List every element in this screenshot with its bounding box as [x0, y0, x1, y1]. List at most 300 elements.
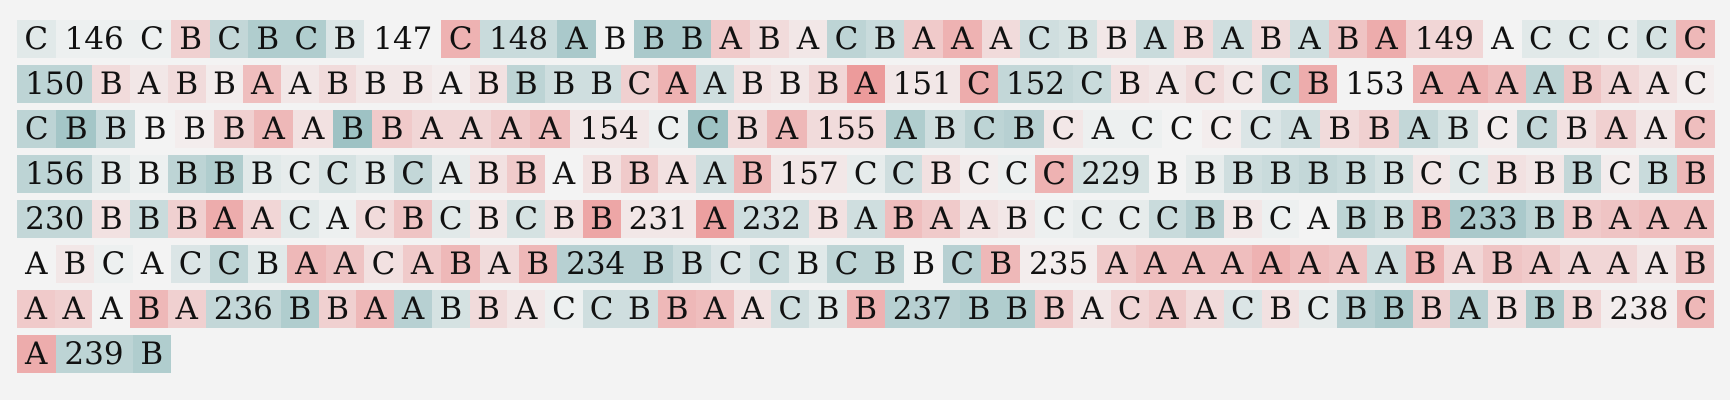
token: C [1522, 20, 1561, 58]
token: C [1450, 155, 1488, 193]
token: A [451, 110, 490, 148]
token: B [130, 200, 168, 238]
token: C [965, 110, 1004, 148]
token: A [491, 110, 530, 148]
token: C [1676, 20, 1715, 58]
token: A [530, 110, 569, 148]
token: B [1224, 155, 1262, 193]
token: C [171, 245, 210, 283]
token-row [17, 290, 1715, 328]
token: 151 [885, 65, 960, 103]
token: 236 [206, 290, 281, 328]
token: B [1557, 110, 1596, 148]
token: C [649, 110, 688, 148]
token: B [673, 20, 712, 58]
token: 157 [771, 155, 846, 193]
token: B [519, 245, 558, 283]
token: A [847, 65, 885, 103]
token: C [1035, 200, 1073, 238]
token: B [1488, 155, 1526, 193]
token: B [206, 155, 244, 193]
token: C [319, 155, 357, 193]
token: B [771, 65, 809, 103]
token: C [1202, 110, 1241, 148]
token: B [470, 200, 508, 238]
token: A [130, 65, 168, 103]
token: C [287, 20, 326, 58]
token: C [281, 155, 319, 193]
token: A [557, 20, 596, 58]
token: A [960, 200, 998, 238]
token: C [17, 110, 56, 148]
token: B [1174, 20, 1213, 58]
token: C [281, 200, 319, 238]
token: B [1320, 110, 1359, 148]
token: C [1560, 20, 1599, 58]
token: A [1213, 20, 1252, 58]
token: B [130, 290, 168, 328]
token: B [1097, 20, 1136, 58]
token: B [596, 20, 635, 58]
token: A [1639, 65, 1677, 103]
token: C [356, 200, 394, 238]
token: 154 [570, 110, 649, 148]
token: B [1488, 290, 1526, 328]
token: 231 [621, 200, 696, 238]
token: B [1564, 65, 1602, 103]
token: A [1367, 245, 1406, 283]
token-row [17, 110, 1715, 148]
token: A [1483, 20, 1522, 58]
token: B [1639, 155, 1677, 193]
token: 239 [56, 335, 133, 373]
token: A [696, 290, 734, 328]
token: C [1123, 110, 1162, 148]
token: C [1241, 110, 1280, 148]
token: A [1450, 290, 1488, 328]
token: B [1224, 200, 1262, 238]
token: A [1488, 65, 1526, 103]
token: A [904, 20, 943, 58]
token: A [92, 290, 130, 328]
token: A [1329, 245, 1368, 283]
token: C [1111, 290, 1149, 328]
token: A [243, 65, 281, 103]
token-row [17, 155, 1715, 193]
token: 146 [56, 20, 133, 58]
token: B [1564, 155, 1602, 193]
token: A [1252, 245, 1291, 283]
token: 155 [807, 110, 886, 148]
token: C [1262, 65, 1300, 103]
token: A [1560, 245, 1599, 283]
token: B [1004, 110, 1043, 148]
token: B [1186, 155, 1224, 193]
token: B [248, 245, 287, 283]
token: C [771, 290, 809, 328]
token: C [621, 65, 659, 103]
token: A [319, 200, 357, 238]
token: C [960, 65, 998, 103]
token: A [1450, 65, 1488, 103]
token: A [168, 290, 206, 328]
token: B [1262, 290, 1300, 328]
token: C [1149, 200, 1187, 238]
token: B [206, 65, 244, 103]
token: B [92, 200, 130, 238]
token: B [981, 245, 1020, 283]
token: B [922, 155, 960, 193]
token: B [470, 65, 508, 103]
token: B [1375, 200, 1413, 238]
token: B [583, 65, 621, 103]
token: A [1136, 20, 1175, 58]
token: C [17, 20, 56, 58]
token: B [130, 155, 168, 193]
token: B [545, 65, 583, 103]
token: A [545, 155, 583, 193]
token: B [168, 65, 206, 103]
token: C [1601, 155, 1639, 193]
token: B [1526, 155, 1564, 193]
token: C [1224, 65, 1262, 103]
token: B [394, 65, 432, 103]
token: B [809, 200, 847, 238]
token: A [1290, 245, 1329, 283]
token: B [1252, 20, 1291, 58]
token: C [885, 155, 923, 193]
token: C [1073, 200, 1111, 238]
token: B [326, 20, 365, 58]
token: A [432, 65, 470, 103]
token: A [789, 20, 828, 58]
token: C [847, 155, 885, 193]
token: C [1020, 20, 1059, 58]
token: B [470, 155, 508, 193]
token: C [711, 245, 750, 283]
token: B [658, 290, 696, 328]
token: A [886, 110, 925, 148]
token: A [480, 245, 519, 283]
token: B [394, 200, 432, 238]
token: 150 [17, 65, 92, 103]
token: B [168, 200, 206, 238]
token: 237 [885, 290, 960, 328]
token: B [281, 290, 319, 328]
token: A [403, 245, 442, 283]
token: B [1406, 245, 1445, 283]
token-row [17, 20, 1715, 58]
token: B [734, 65, 772, 103]
token: B [1526, 290, 1564, 328]
token: B [1438, 110, 1477, 148]
token: B [1262, 155, 1300, 193]
token-grid [17, 20, 1715, 380]
token: B [728, 110, 767, 148]
token: B [96, 110, 135, 148]
token: A [1526, 65, 1564, 103]
token: A [432, 155, 470, 193]
token: C [1677, 290, 1715, 328]
token: C [1162, 110, 1201, 148]
token: A [293, 110, 332, 148]
token: B [885, 200, 923, 238]
token: B [866, 245, 905, 283]
token: A [1601, 200, 1639, 238]
token: B [248, 20, 287, 58]
token: A [1444, 245, 1483, 283]
token: B [171, 20, 210, 58]
token: C [688, 110, 727, 148]
token: A [696, 200, 734, 238]
token: B [133, 335, 172, 373]
token: A [394, 290, 432, 328]
token: 156 [17, 155, 92, 193]
token: 153 [1337, 65, 1412, 103]
token: A [982, 20, 1021, 58]
token: B [92, 155, 130, 193]
token: B [1337, 155, 1375, 193]
token: B [507, 155, 545, 193]
token: C [827, 245, 866, 283]
token: A [1290, 20, 1329, 58]
token: A [696, 155, 734, 193]
token: C [133, 20, 172, 58]
token: B [1375, 155, 1413, 193]
token: A [206, 200, 244, 238]
token: B [507, 65, 545, 103]
token: B [1299, 65, 1337, 103]
token: B [1359, 110, 1398, 148]
token: C [1478, 110, 1517, 148]
token: A [356, 290, 394, 328]
token: B [1337, 200, 1375, 238]
token: C [507, 200, 545, 238]
token: 147 [364, 20, 441, 58]
token: C [1677, 65, 1715, 103]
token: B [673, 245, 712, 283]
token: C [1637, 20, 1676, 58]
token: A [1596, 110, 1635, 148]
token: B [1337, 290, 1375, 328]
token: B [583, 200, 621, 238]
token: B [1564, 200, 1602, 238]
token: B [1413, 200, 1451, 238]
token: B [960, 290, 998, 328]
token: B [441, 245, 480, 283]
token: B [168, 155, 206, 193]
token: B [1059, 20, 1098, 58]
token: A [1637, 245, 1676, 283]
token: C [1299, 290, 1337, 328]
token: 230 [17, 200, 92, 238]
token: A [1174, 245, 1213, 283]
token: C [210, 245, 249, 283]
token: B [998, 200, 1036, 238]
token: 149 [1406, 20, 1483, 58]
token: A [1599, 245, 1638, 283]
token: B [356, 65, 394, 103]
token: A [287, 245, 326, 283]
token: B [214, 110, 253, 148]
token: A [1299, 200, 1337, 238]
token: B [925, 110, 964, 148]
token: A [17, 335, 56, 373]
token: B [904, 245, 943, 283]
token: A [1677, 200, 1715, 238]
token: A [847, 200, 885, 238]
token: A [1186, 290, 1224, 328]
token: B [356, 155, 394, 193]
token: A [1522, 245, 1561, 283]
token: B [809, 65, 847, 103]
token: C [1044, 110, 1083, 148]
token: A [1073, 290, 1111, 328]
token: B [372, 110, 411, 148]
token: B [319, 290, 357, 328]
token: A [1399, 110, 1438, 148]
token: C [94, 245, 133, 283]
token: C [1035, 155, 1073, 193]
token: B [1329, 20, 1368, 58]
token: B [789, 245, 828, 283]
token: C [545, 290, 583, 328]
token: A [1149, 290, 1187, 328]
token: A [1601, 65, 1639, 103]
token: C [364, 245, 403, 283]
token: C [1073, 65, 1111, 103]
token: B [243, 155, 281, 193]
token: B [56, 245, 95, 283]
token: B [634, 20, 673, 58]
token: A [734, 290, 772, 328]
token: B [734, 155, 772, 193]
token-row [17, 200, 1715, 238]
token: A [1136, 245, 1175, 283]
token: A [658, 65, 696, 103]
token: C [1599, 20, 1638, 58]
token: C [1262, 200, 1300, 238]
token: 152 [998, 65, 1073, 103]
token: 235 [1020, 245, 1097, 283]
token: C [1413, 155, 1451, 193]
token: 234 [557, 245, 634, 283]
token: A [1083, 110, 1122, 148]
token: A [1149, 65, 1187, 103]
token: B [175, 110, 214, 148]
token: C [998, 155, 1036, 193]
token: C [394, 155, 432, 193]
token: B [1111, 65, 1149, 103]
token: B [545, 200, 583, 238]
token: B [1413, 290, 1451, 328]
token: C [943, 245, 982, 283]
token: C [441, 20, 480, 58]
token: 232 [734, 200, 809, 238]
token: B [333, 110, 372, 148]
token: A [243, 200, 281, 238]
token: B [1149, 155, 1187, 193]
token: C [583, 290, 621, 328]
token: C [960, 155, 998, 193]
token: B [1375, 290, 1413, 328]
token: A [767, 110, 806, 148]
token: A [254, 110, 293, 148]
token: A [17, 290, 55, 328]
token: B [847, 290, 885, 328]
token: B [470, 290, 508, 328]
token: A [326, 245, 365, 283]
token: B [432, 290, 470, 328]
token: A [1636, 110, 1675, 148]
token-row [17, 245, 1715, 283]
token: C [210, 20, 249, 58]
token: C [1224, 290, 1262, 328]
token: B [1035, 290, 1073, 328]
token: B [1186, 200, 1224, 238]
token: A [696, 65, 734, 103]
token: B [583, 155, 621, 193]
token: B [1676, 245, 1715, 283]
token: B [634, 245, 673, 283]
token-row [17, 335, 1715, 373]
token: A [1413, 65, 1451, 103]
token: C [827, 20, 866, 58]
token-row [17, 65, 1715, 103]
token: A [281, 65, 319, 103]
token: B [1299, 155, 1337, 193]
token: C [750, 245, 789, 283]
token: 148 [480, 20, 557, 58]
token: B [1564, 290, 1602, 328]
token: 238 [1601, 290, 1676, 328]
token: A [1097, 245, 1136, 283]
token: B [809, 290, 847, 328]
token: B [1677, 155, 1715, 193]
token: B [135, 110, 174, 148]
token: B [998, 290, 1036, 328]
token: A [658, 155, 696, 193]
token: A [922, 200, 960, 238]
token: C [1111, 200, 1149, 238]
token: B [866, 20, 905, 58]
token: B [319, 65, 357, 103]
token: B [92, 65, 130, 103]
token: B [621, 290, 659, 328]
token: C [1186, 65, 1224, 103]
token: A [55, 290, 93, 328]
token: A [711, 20, 750, 58]
token: A [507, 290, 545, 328]
token: C [1675, 110, 1714, 148]
token: B [621, 155, 659, 193]
token: B [750, 20, 789, 58]
token: A [1367, 20, 1406, 58]
token: A [1213, 245, 1252, 283]
token: 229 [1073, 155, 1148, 193]
token: A [17, 245, 56, 283]
token: A [133, 245, 172, 283]
token: B [1483, 245, 1522, 283]
token: A [1281, 110, 1320, 148]
token: C [1517, 110, 1556, 148]
token: A [1639, 200, 1677, 238]
token: C [432, 200, 470, 238]
token: A [943, 20, 982, 58]
token: A [412, 110, 451, 148]
token: 233 [1450, 200, 1525, 238]
token: B [56, 110, 95, 148]
